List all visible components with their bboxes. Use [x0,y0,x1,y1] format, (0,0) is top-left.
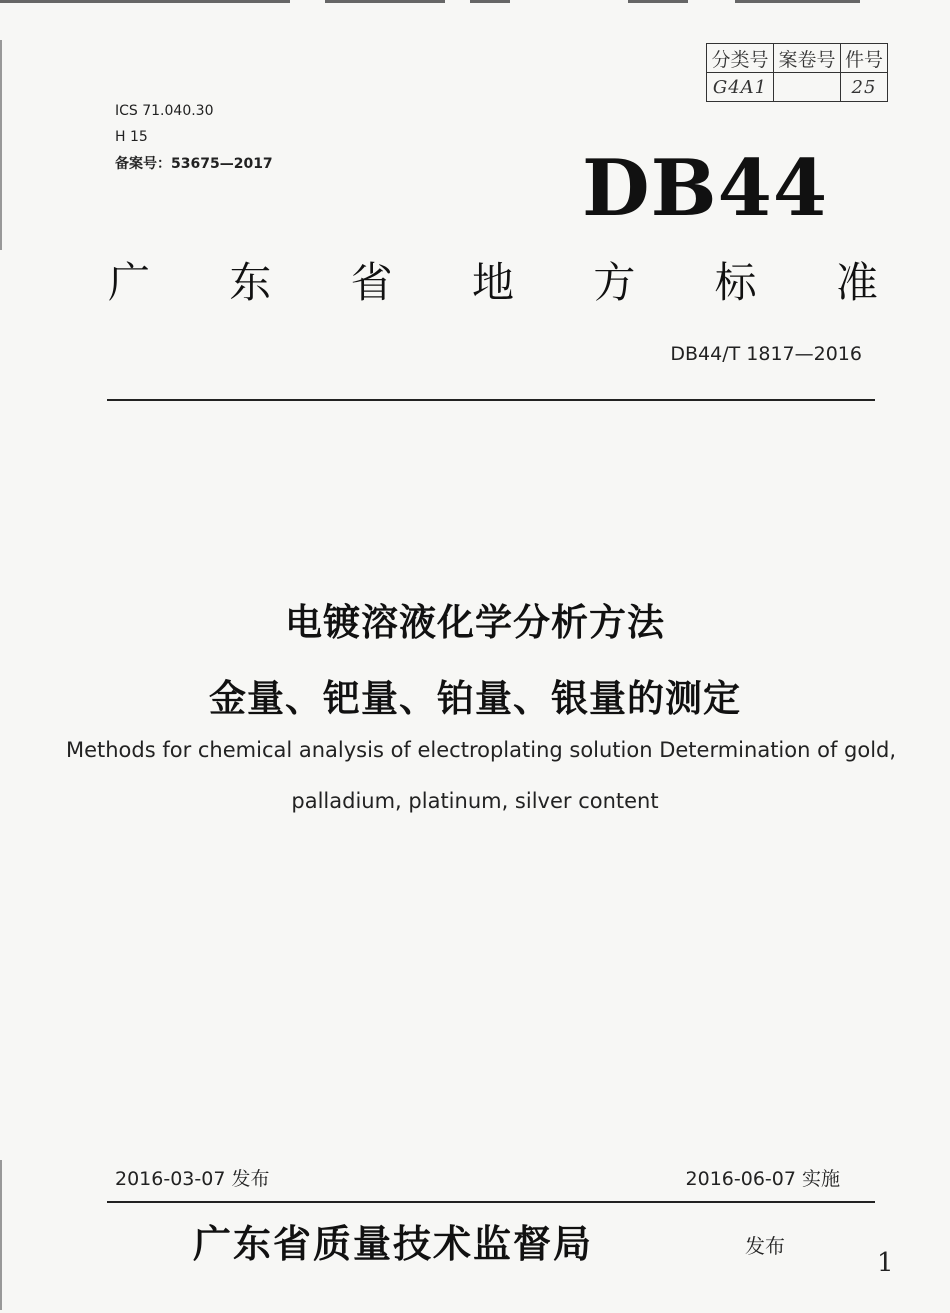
page-number: 1 [877,1248,894,1278]
title-english-line1: Methods for chemical analysis of electroplating solution Determination of gold, [65,738,897,762]
archive-value-category: G4A1 [707,73,774,102]
standard-number: DB44/T 1817—2016 [670,343,862,365]
heading-char: 东 [229,258,272,307]
archive-header-file: 案卷号 [774,44,841,73]
divider-top [107,399,875,401]
archive-header-category: 分类号 [707,44,774,73]
archive-value-row [707,73,888,102]
classification-code: H 15 [115,129,148,145]
standard-code-logo: DB44 [582,143,829,234]
issue-date: 2016-03-07 发布 [115,1168,270,1190]
heading-char: 地 [471,258,514,307]
archive-header-row [707,44,888,73]
archive-value-file [774,73,841,102]
scan-edge-left [0,40,2,250]
title-english-line2: palladium, platinum, silver content [291,789,659,813]
standard-type-heading [108,250,878,310]
scan-edge-left-lower [0,1160,2,1310]
publish-label: 发布 [745,1234,785,1258]
divider-bottom [107,1201,875,1203]
heading-char: 准 [835,258,878,307]
archive-header-item: 件号 [841,44,888,73]
ics-code: ICS 71.040.30 [115,103,214,119]
scan-edge-top [0,0,950,6]
heading-char: 方 [593,258,636,307]
archive-stamp-table [706,43,888,102]
heading-char: 省 [350,258,393,307]
heading-char: 广 [108,258,151,307]
issuing-authority: 广东省质量技术监督局 [193,1221,594,1266]
effective-date: 2016-06-07 实施 [685,1168,840,1190]
title-chinese-line2: 金量、钯量、铂量、银量的测定 [209,677,741,720]
title-chinese-line1: 电镀溶液化学分析方法 [285,601,665,644]
record-number: 备案号：53675—2017 [115,156,273,172]
archive-value-item: 25 [841,73,888,102]
heading-char: 标 [714,258,757,307]
